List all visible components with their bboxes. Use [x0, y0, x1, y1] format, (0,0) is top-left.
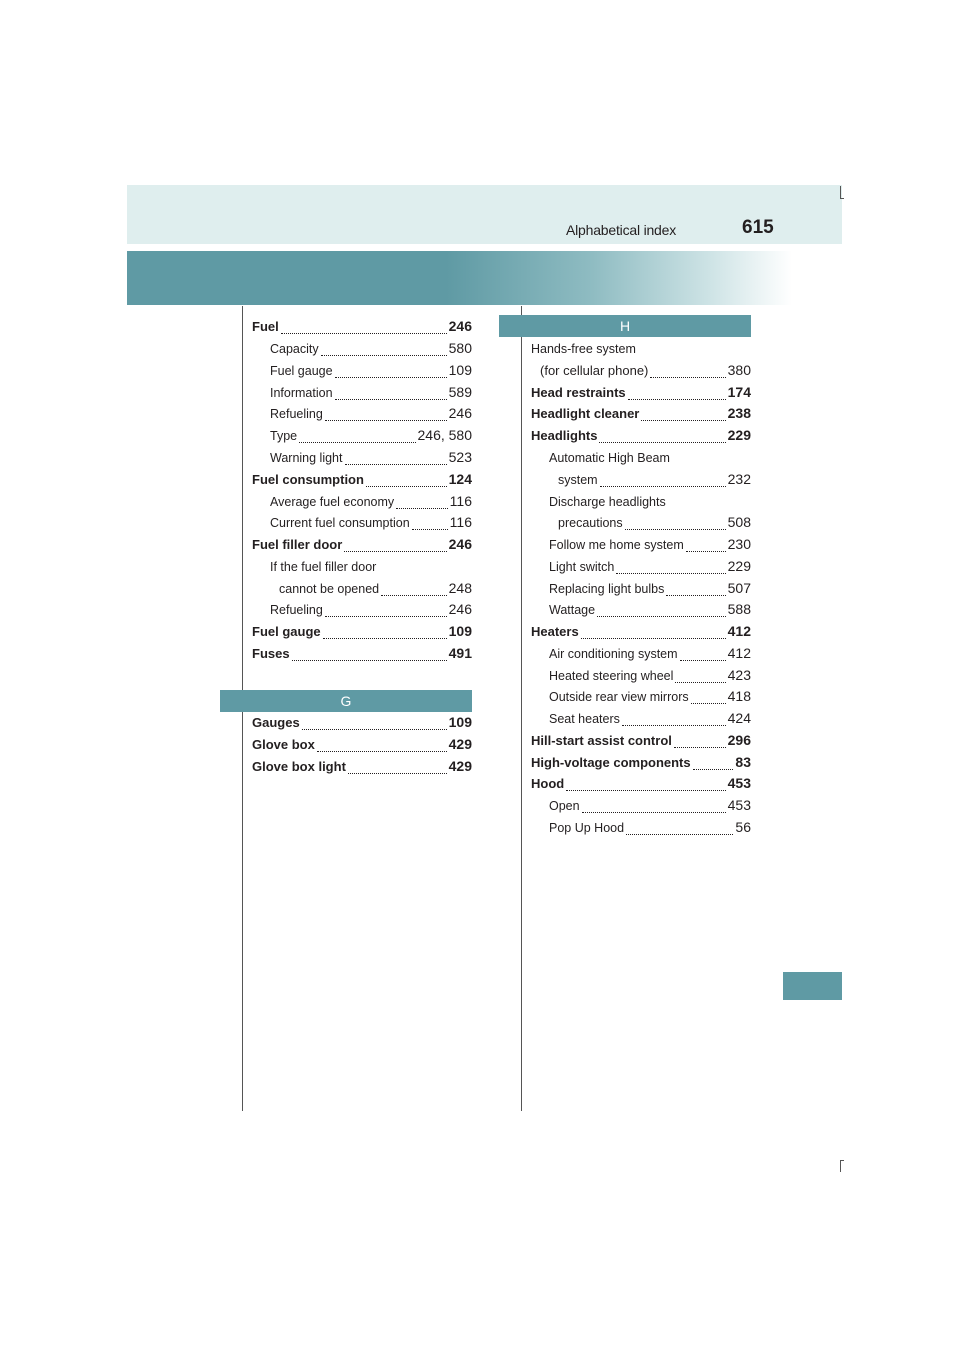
dot-leader — [625, 528, 726, 530]
index-subentry[interactable] — [270, 384, 472, 404]
entry-page: 83 — [735, 754, 751, 770]
entry-label: Fuel consumption — [252, 472, 364, 487]
crop-mark — [840, 186, 841, 198]
index-entry[interactable] — [252, 536, 472, 556]
entry-label: Outside rear view mirrors — [549, 690, 689, 704]
entry-label: Follow me home system — [549, 538, 684, 552]
entry-label: Glove box — [252, 737, 315, 752]
index-entry[interactable] — [531, 384, 751, 404]
entry-label: Refueling — [270, 407, 323, 421]
entry-label: Fuel gauge — [270, 364, 333, 378]
dot-leader — [321, 354, 447, 356]
dot-leader — [666, 594, 725, 596]
index-subentry[interactable] — [270, 405, 472, 425]
entry-page: 116 — [449, 514, 472, 530]
index-entry[interactable] — [531, 405, 751, 425]
entry-page: 423 — [727, 667, 751, 683]
entry-label: precautions — [558, 516, 623, 530]
dot-leader — [616, 572, 725, 574]
entry-label: Heaters — [531, 624, 579, 639]
entry-page: 418 — [727, 688, 751, 704]
index-subentry[interactable] — [558, 471, 751, 491]
index-subentry[interactable] — [549, 580, 751, 600]
crop-mark — [840, 198, 844, 199]
entry-page: 238 — [727, 405, 751, 421]
entry-label: Light switch — [549, 560, 615, 574]
entry-page: 491 — [448, 645, 472, 661]
index-subentry[interactable] — [270, 601, 472, 621]
entry-page: 232 — [727, 471, 751, 487]
entry-page: 246 — [448, 318, 472, 334]
chapter-tab — [783, 972, 842, 1000]
entry-page: 230 — [727, 536, 751, 552]
entry-page: 588 — [727, 601, 751, 617]
dot-leader — [566, 789, 725, 791]
index-subentry[interactable] — [549, 688, 751, 708]
entry-page: 412 — [727, 623, 751, 639]
index-subentry[interactable] — [549, 558, 751, 578]
dot-leader — [680, 659, 726, 661]
index-subentry[interactable] — [270, 362, 472, 382]
dot-leader — [348, 772, 447, 774]
entry-label: Wattage — [549, 603, 596, 617]
dot-leader — [381, 594, 447, 596]
entry-page: 248 — [448, 580, 472, 596]
dot-leader — [675, 681, 725, 683]
index-entry[interactable] — [531, 427, 751, 447]
entry-label: Replacing light bulbs — [549, 582, 665, 596]
index-entry[interactable] — [531, 732, 751, 752]
entry-page: 523 — [448, 449, 472, 465]
index-entry[interactable] — [531, 623, 751, 643]
entry-page: 246 — [448, 601, 472, 617]
index-entry[interactable] — [540, 362, 751, 382]
index-subentry[interactable] — [270, 493, 472, 513]
dot-leader — [396, 507, 448, 509]
entry-page: 116 — [449, 493, 472, 509]
index-entry[interactable] — [252, 736, 472, 756]
dot-leader — [597, 615, 726, 617]
dot-leader — [302, 728, 447, 730]
entry-page: 429 — [448, 758, 472, 774]
entry-label: Warning light — [270, 451, 343, 465]
entry-label: Capacity — [270, 342, 319, 356]
index-subentry[interactable] — [270, 449, 472, 469]
dot-leader — [345, 463, 447, 465]
entry-label: Headlights — [531, 428, 598, 443]
index-subentry[interactable] — [279, 580, 472, 600]
entry-page: 56 — [735, 819, 751, 835]
dot-leader — [581, 637, 726, 639]
dot-leader — [366, 485, 447, 487]
entry-label: Type — [270, 429, 298, 443]
entry-label: Glove box light — [252, 759, 346, 774]
entry-label: High-voltage components — [531, 755, 691, 770]
entry-page: 412 — [727, 645, 751, 661]
entry-page: 580 — [448, 340, 472, 356]
index-entry[interactable] — [252, 758, 472, 778]
entry-page: 424 — [727, 710, 751, 726]
index-subentry[interactable] — [270, 514, 472, 534]
index-subentry-text: Discharge headlights — [549, 495, 666, 509]
entry-page: 229 — [727, 427, 751, 443]
entry-label: Hood — [531, 776, 565, 791]
entry-page: 380 — [727, 362, 751, 378]
entry-page: 429 — [448, 736, 472, 752]
index-subentry[interactable] — [549, 667, 751, 687]
entry-page: 174 — [727, 384, 751, 400]
entry-page: 296 — [727, 732, 751, 748]
dot-leader — [335, 398, 447, 400]
entry-label: Average fuel economy — [270, 495, 395, 509]
dot-leader — [325, 419, 447, 421]
index-entry[interactable] — [252, 714, 472, 734]
index-subentry[interactable] — [549, 710, 751, 730]
dot-leader — [674, 746, 726, 748]
dot-leader — [691, 702, 726, 704]
entry-page: 109 — [448, 623, 472, 639]
section-header-h: H — [499, 315, 751, 337]
index-subentry-text: If the fuel filler door — [270, 560, 377, 574]
dot-leader — [582, 811, 726, 813]
entry-label: Fuel gauge — [252, 624, 321, 639]
dot-leader — [323, 637, 447, 639]
index-subentry[interactable] — [549, 819, 751, 839]
entry-page: 246 — [448, 536, 472, 552]
column-divider — [521, 306, 522, 1111]
entry-label: Fuel — [252, 319, 279, 334]
dot-leader — [650, 376, 725, 378]
decorative-band — [127, 251, 792, 305]
entry-page: 453 — [727, 797, 751, 813]
crop-mark — [840, 1160, 844, 1161]
entry-label: Seat heaters — [549, 712, 620, 726]
entry-page: 246 — [448, 405, 472, 421]
index-subentry[interactable] — [558, 514, 751, 534]
entry-page: 508 — [727, 514, 751, 530]
entry-label: Air conditioning system — [549, 647, 678, 661]
index-subentry[interactable] — [549, 536, 751, 556]
entry-label: system — [558, 473, 598, 487]
dot-leader — [600, 485, 726, 487]
entry-page: 124 — [448, 471, 472, 487]
page-number: 615 — [742, 217, 774, 238]
entry-page: 109 — [448, 362, 472, 378]
entry-label: Gauges — [252, 715, 300, 730]
index-entry[interactable] — [252, 471, 472, 491]
index-subentry[interactable] — [270, 427, 472, 447]
index-entry[interactable] — [252, 318, 472, 338]
crop-mark — [840, 1160, 841, 1172]
index-subentry[interactable] — [270, 340, 472, 360]
index-subentry[interactable] — [549, 601, 751, 621]
index-subentry[interactable] — [549, 645, 751, 665]
entry-label: (for cellular phone) — [540, 363, 649, 378]
dot-leader — [626, 833, 733, 835]
entry-page: 246, 580 — [417, 427, 472, 443]
dot-leader — [628, 398, 726, 400]
dot-leader — [622, 724, 726, 726]
entry-label: cannot be opened — [279, 582, 380, 596]
entry-label: Fuel filler door — [252, 537, 343, 552]
index-entry[interactable] — [252, 645, 472, 665]
entry-page: 507 — [727, 580, 751, 596]
index-subentry[interactable] — [549, 797, 751, 817]
dot-leader — [686, 550, 726, 552]
entry-label: Current fuel consumption — [270, 516, 410, 530]
entry-label: Refueling — [270, 603, 323, 617]
entry-page: 589 — [448, 384, 472, 400]
entry-page: 453 — [727, 775, 751, 791]
dot-leader — [693, 768, 734, 770]
dot-leader — [344, 550, 446, 552]
entry-page: 109 — [448, 714, 472, 730]
entry-label: Hill-start assist control — [531, 733, 672, 748]
entry-label: Open — [549, 799, 580, 813]
section-header-g: G — [220, 690, 472, 712]
index-subentry-text: Automatic High Beam — [549, 451, 670, 465]
entry-label: Headlight cleaner — [531, 406, 640, 421]
index-entry-text: Hands-free system — [531, 342, 636, 356]
dot-leader — [299, 441, 415, 443]
dot-leader — [335, 376, 447, 378]
index-entry[interactable] — [531, 775, 751, 795]
dot-leader — [292, 659, 447, 661]
dot-leader — [412, 528, 448, 530]
dot-leader — [641, 419, 725, 421]
dot-leader — [599, 441, 725, 443]
entry-label: Pop Up Hood — [549, 821, 625, 835]
index-entry[interactable] — [531, 754, 751, 774]
entry-label: Fuses — [252, 646, 290, 661]
index-entry[interactable] — [252, 623, 472, 643]
page-header — [127, 185, 842, 244]
entry-page: 229 — [727, 558, 751, 574]
entry-label: Information — [270, 386, 333, 400]
dot-leader — [281, 332, 447, 334]
page-title: Alphabetical index — [566, 222, 677, 238]
dot-leader — [317, 750, 447, 752]
dot-leader — [325, 615, 447, 617]
entry-label: Heated steering wheel — [549, 669, 674, 683]
entry-label: Head restraints — [531, 385, 626, 400]
